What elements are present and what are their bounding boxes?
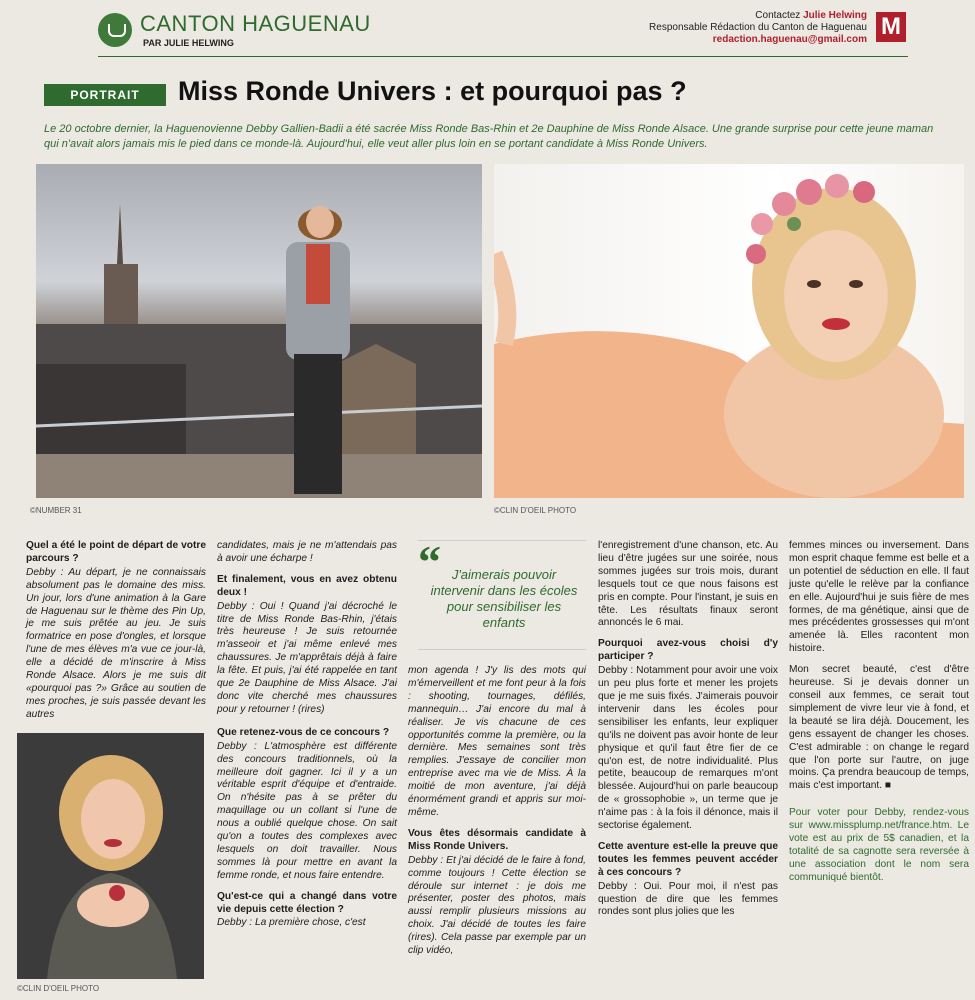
- column-1: [26, 540, 206, 722]
- answer-2: Debby : Oui ! Quand j'ai décroché le titre de Miss Ronde Bas-Rhin, j'étais très heureuse ! Je suis retournée m'asseoir et j'ai même enlevé mes chaussures. Je m'apprêtais déjà à faire la fête. Et puis, j'ai été rappelée en tant que 2e Dauphine de Miss Alsace. J'ai donc vite cherché mes chaussures pour y retourner ! (rires): [217, 600, 397, 715]
- contact-email: redaction.haguenau@gmail.com: [712, 34, 867, 45]
- vote-info: Pour voter pour Debby, rendez-vous sur www.missplump.net/france.htm. Le vote est au prix de 5$ canadien, et la totalité de sa cagnotte sera reversée à une association dont le nom sera communiqué bientôt.: [789, 807, 969, 883]
- contact-name: Julie Helwing: [803, 10, 867, 21]
- column-3: [408, 665, 586, 958]
- photo-credit-left: ©NUMBER 31: [30, 506, 82, 515]
- article-title: Miss Ronde Univers : et pourquoi pas ?: [178, 76, 687, 106]
- column-5: [789, 540, 969, 893]
- contact-role: Responsable Rédaction du Canton de Haguenau: [649, 22, 867, 33]
- photo-portrait-small: [17, 733, 204, 979]
- article-lede: Le 20 octobre dernier, la Haguenovienne Debby Gallien-Badii a été sacrée Miss Ronde Bas-Rhin et 2e Dauphine de Miss Ronde Alsace. Une grande surprise pour cette jeune maman qui n'avait alors jamais mis le pied dans ce monde-là. Aujourd'hui, elle veut aller plus loin en se portant candidate à Miss Ronde Univers.: [44, 123, 934, 150]
- answer-7-cont: femmes minces ou inversement. Dans mon esprit chaque femme est belle et a un potentiel de séduction en elle. Il faut juste qu'elle le relève par la confiance en elle. Aujourd'hui je suis fière de mes formes, de ma génétique, ainsi que de mes précédentes grossesses qui m'ont amenée là. Elles racontent mon histoire.: [789, 540, 969, 655]
- contact-block: [649, 10, 867, 46]
- portrait-illustration: [494, 164, 964, 498]
- answer-6: Debby : Notamment pour avoir une voix un peu plus forte et mener les projets que je me suis fixés. J'aimerais pouvoir intervenir dans les écoles pour sensibiliser les enfants, leur expliquer qu'ils ne doivent pas avoir honte de leur physique et qu'il faut être fier de ce qu'on est, de notre individualité. Plus petite, beaucoup de remarques m'ont blessée. Aujourd'hui on parle beaucoup de « grossophobie », un terme que je n'aime pas : à la fois il dénonce, mais il sectorise également.: [598, 665, 778, 832]
- answer-4-cont: mon agenda ! J'y lis des mots qui m'émerveillent et me font peur à la fois : shooting, tournages, défilés, mannequin… J'ai encore du mal à réaliser. Je vis chacune de ces opportunités comme la première, ou la dernière. Mes semaines sont très remplies. J'essaye de concilier mon entreprise avec ma vie de Miss. À la moitié de mon aventure, j'ai déjà énormément grandi et appris sur moi-même.: [408, 665, 586, 818]
- answer-1: Debby : Au départ, je ne connaissais absolument pas le domaine des miss. Un jour, lors d'une animation à la Gare de Haguenau sur le thème des Pin Up, je me suis prêtée au jeu. Je suis formatrice en pose d'ongles, et lorsque l'une de mes élèves m'a vue ce jour-là, elle a décidé de m'inscrire à Miss Ronde Alsace. Alors je me suis dit «pourquoi pas ?» Grâce au soutien de mes proches, je suis passée devant les autres: [26, 566, 206, 720]
- question-5: Vous êtes désormais candidate à Miss Ronde Univers.: [408, 827, 586, 852]
- answer-5: Debby : Et j'ai décidé de le faire à fond, comme toujours ! Cette élection se déroule sur internet : je dois me présenter, poster des photos, mais aussi remplir plusieurs missions au choix. J'ai décidé de toutes les faire (rires). Cela passe par exemple par un clip vidéo,: [408, 854, 586, 957]
- answer-7: Debby : Oui. Pour moi, il n'est pas question de dire que les femmes rondes sont plus jolies que les: [598, 880, 778, 918]
- contact-prefix: Contactez: [755, 10, 801, 21]
- byline: PAR JULIE HELWING: [143, 38, 234, 48]
- question-4: Qu'est-ce qui a changé dans votre vie depuis cette élection ?: [217, 890, 397, 915]
- pull-quote: J'aimerais pouvoir intervenir dans les écoles pour sensibiliser les enfants: [430, 567, 578, 630]
- question-3: Que retenez-vous de ce concours ?: [217, 726, 390, 738]
- rubric-tag: PORTRAIT: [44, 84, 166, 106]
- photo-rooftop: [36, 164, 482, 498]
- brand-logo: M: [876, 12, 906, 42]
- section-title: CANTON HAGUENAU: [140, 11, 371, 36]
- photo-portrait-lying: [494, 164, 964, 498]
- question-1: Quel a été le point de départ de votre parcours ?: [26, 540, 206, 564]
- answer-4: Debby : La première chose, c'est: [217, 917, 366, 929]
- question-2: Et finalement, vous en avez obtenu deux !: [217, 573, 397, 598]
- question-6: Pourquoi avez-vous choisi d'y participer ?: [598, 638, 778, 663]
- small-portrait-illustration: [17, 733, 204, 979]
- header-divider: [98, 56, 908, 57]
- answer-3: Debby : L'atmosphère est différente des concours traditionnels, où la meilleure doit gagner. Ici il y a un véritable esprit d'équipe et d'entraide. On n'hésite pas à se prêter du maquillage ou un collant si l'une de nous a oublié quelque chose. On sait qu'on a toutes des complexes avec lesquels on doit travailler. Nous sommes là pour mettre en avant la femme ronde, et nous faire entendre.: [217, 740, 397, 881]
- answer-1-end: candidates, mais je ne m'attendais pas à avoir une écharpe !: [217, 540, 397, 564]
- rooftop-illustration: [36, 164, 482, 498]
- question-7: Cette aventure est-elle la preuve que toutes les femmes peuvent accéder à ces concours ?: [598, 840, 778, 878]
- answer-8: Mon secret beauté, c'est d'être heureuse. Si je devais donner un conseil aux femmes, ce serait tout simplement de vivre leur vie à fond, et la beauté se lira déjà. Doucement, les gens essayent de changer les choses. C'est admirable : on change le regard que l'on porte sur l'autre, on juge moins. Ça prendra beaucoup de temps, mais c'est important. ■: [789, 664, 969, 792]
- answer-5-cont: l'enregistrement d'une chanson, etc. Au lieu d'être jugées sur une soirée, nous sommes jugées sur trois mois, durant lesquels tout ce que nous faisons est pris en compte. Pour l'instant, je suis en tête. Les résultats finaux seront annoncés le 6 mai.: [598, 540, 778, 629]
- section-logo-icon: [98, 13, 132, 47]
- quote-mark-icon: “: [418, 536, 441, 587]
- column-2: [217, 540, 397, 930]
- photo-credit-right: ©CLIN D'OEIL PHOTO: [494, 506, 577, 515]
- column-4: [598, 540, 778, 919]
- photo-credit-small: ©CLIN D'OEIL PHOTO: [17, 984, 100, 993]
